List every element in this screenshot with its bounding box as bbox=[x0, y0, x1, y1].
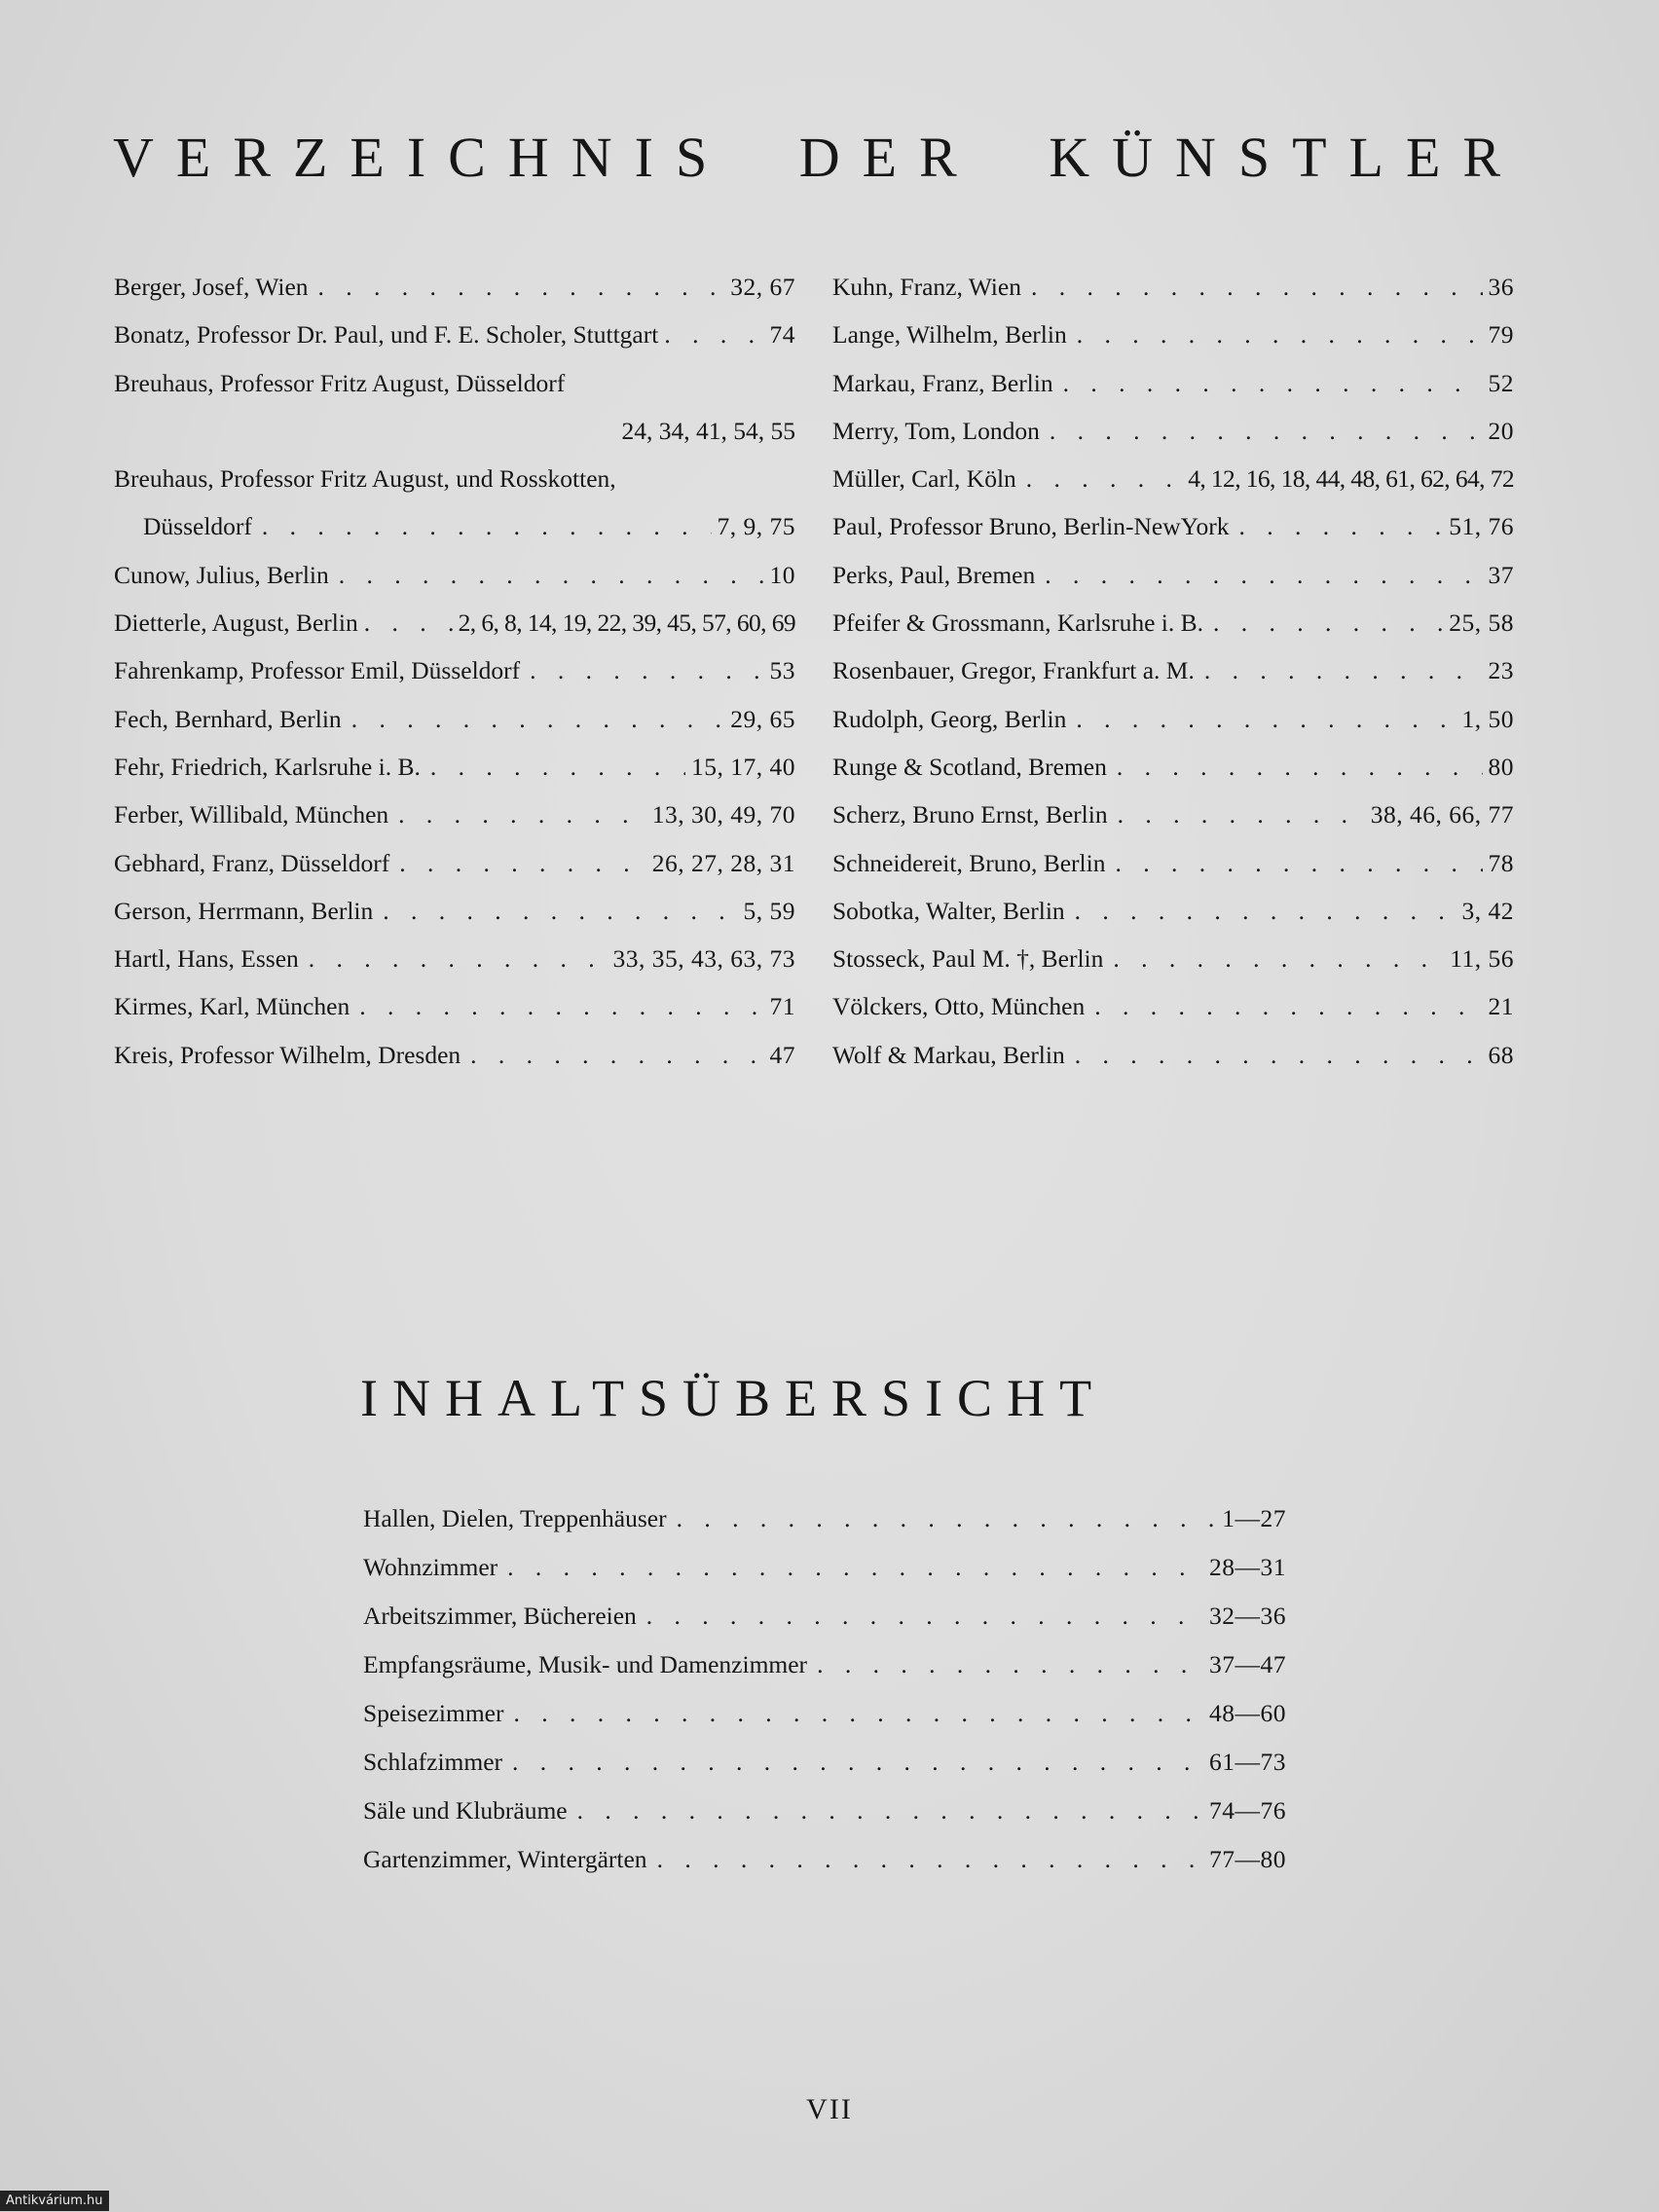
artist-pages: 38, 46, 66, 77 bbox=[1370, 800, 1514, 830]
contents-label: Hallen, Dielen, Treppenhäuser bbox=[363, 1504, 667, 1532]
artist-entry bbox=[832, 935, 1514, 982]
dot-leader bbox=[364, 599, 453, 646]
artist-name: Lange, Wilhelm, Berlin bbox=[832, 320, 1067, 350]
artists-index-title: VERZEICHNIS DER KÜNSTLER bbox=[113, 126, 1524, 189]
artist-pages: 51, 76 bbox=[1449, 512, 1514, 541]
artist-name: Cunow, Julius, Berlin bbox=[114, 560, 329, 589]
contents-label: Wohnzimmer bbox=[363, 1553, 498, 1581]
dot-leader bbox=[1031, 263, 1483, 311]
artist-pages: 68 bbox=[1488, 1040, 1514, 1069]
contents-list bbox=[363, 1494, 1286, 1884]
dot-leader bbox=[1204, 646, 1483, 694]
artist-pages: 5, 59 bbox=[743, 896, 795, 925]
artist-name: Perks, Paul, Bremen bbox=[832, 560, 1036, 589]
artist-pages: 15, 17, 40 bbox=[691, 752, 795, 781]
artist-pages: 33, 35, 43, 63, 73 bbox=[612, 944, 795, 974]
dot-leader bbox=[359, 982, 763, 1030]
dot-leader bbox=[1026, 455, 1182, 502]
artist-name: Gebhard, Franz, Düsseldorf bbox=[114, 848, 390, 877]
artist-entry bbox=[832, 455, 1514, 502]
artist-entry bbox=[114, 599, 795, 646]
artist-pages: 74 bbox=[769, 320, 795, 350]
contents-label: Gartenzimmer, Wintergärten bbox=[363, 1845, 647, 1873]
contents-entry bbox=[363, 1494, 1286, 1543]
artist-pages: 20 bbox=[1488, 416, 1514, 445]
artist-name: Völckers, Otto, München bbox=[832, 992, 1086, 1021]
artist-pages: 78 bbox=[1488, 848, 1514, 877]
contents-label: Speisezimmer bbox=[363, 1699, 504, 1727]
contents-entry bbox=[363, 1641, 1286, 1689]
dot-leader bbox=[1115, 839, 1482, 887]
artist-pages: 80 bbox=[1488, 752, 1514, 781]
contents-range: 74—76 bbox=[1209, 1796, 1286, 1825]
artist-name: Fehr, Friedrich, Karlsruhe i. B. bbox=[114, 752, 421, 781]
artist-name: Fahrenkamp, Professor Emil, Düsseldorf bbox=[114, 656, 521, 685]
contents-range: 48—60 bbox=[1209, 1699, 1286, 1727]
artist-name: Ferber, Willibald, München bbox=[114, 800, 389, 830]
artist-entry bbox=[114, 646, 795, 694]
contents-label: Schlafzimmer bbox=[363, 1748, 503, 1776]
dot-leader bbox=[677, 1494, 1217, 1543]
artist-pages: 4, 12, 16, 18, 44, 48, 61, 62, 64, 72 bbox=[1188, 464, 1514, 494]
artist-pages: 79 bbox=[1488, 320, 1514, 350]
artist-entry bbox=[832, 695, 1514, 743]
artist-pages: 29, 65 bbox=[730, 704, 795, 733]
artist-name: Paul, Professor Bruno, Berlin-NewYork bbox=[832, 512, 1230, 541]
artist-entry bbox=[832, 502, 1514, 550]
artist-entry bbox=[832, 407, 1514, 455]
dot-leader bbox=[1076, 695, 1456, 743]
dot-leader bbox=[817, 1641, 1203, 1689]
artist-pages: 10 bbox=[769, 560, 795, 589]
dot-leader bbox=[1118, 791, 1365, 838]
dot-leader bbox=[309, 935, 608, 982]
artist-name: Sobotka, Walter, Berlin bbox=[832, 896, 1065, 925]
contents-entry bbox=[363, 1787, 1286, 1835]
dot-leader bbox=[1063, 359, 1483, 407]
dot-leader bbox=[507, 1543, 1203, 1592]
artist-name: Kuhn, Franz, Wien bbox=[832, 273, 1021, 301]
dot-leader bbox=[577, 1787, 1203, 1835]
artist-pages: 71 bbox=[769, 992, 795, 1021]
dot-leader bbox=[318, 263, 725, 311]
artist-entry bbox=[114, 982, 795, 1030]
artist-entry bbox=[832, 599, 1514, 646]
artist-entry bbox=[832, 311, 1514, 358]
artist-entry bbox=[832, 359, 1514, 407]
contents-label: Empfangsräume, Musik- und Damenzimmer bbox=[363, 1650, 808, 1678]
artist-entry bbox=[832, 646, 1514, 694]
artist-pages: 11, 56 bbox=[1450, 944, 1514, 974]
artist-pages: 47 bbox=[769, 1040, 795, 1069]
artist-entry bbox=[114, 935, 795, 982]
dot-leader bbox=[1113, 935, 1444, 982]
artist-pages: 23 bbox=[1488, 656, 1514, 685]
artist-name: Breuhaus, Professor Fritz August, und Rosskotten, bbox=[114, 464, 616, 494]
artist-pages: 1, 50 bbox=[1461, 704, 1514, 733]
artist-name: Kreis, Professor Wilhelm, Dresden bbox=[114, 1040, 461, 1069]
artist-entry bbox=[114, 359, 795, 456]
artist-pages: 32, 67 bbox=[730, 273, 795, 301]
artist-pages: 3, 42 bbox=[1461, 896, 1514, 925]
artist-name: Gerson, Herrmann, Berlin bbox=[114, 896, 374, 925]
artist-entry bbox=[114, 887, 795, 935]
artist-entry bbox=[114, 839, 795, 887]
contents-range: 1—27 bbox=[1222, 1504, 1286, 1532]
contents-range: 61—73 bbox=[1209, 1748, 1286, 1776]
artist-name: Stosseck, Paul M. †, Berlin bbox=[832, 944, 1104, 974]
contents-entry bbox=[363, 1835, 1286, 1884]
dot-leader bbox=[1077, 311, 1483, 358]
dot-leader bbox=[664, 311, 763, 358]
artist-name: Fech, Bernhard, Berlin bbox=[114, 704, 342, 733]
artist-entry bbox=[114, 551, 795, 599]
artist-pages: 2, 6, 8, 14, 19, 22, 39, 45, 57, 60, 69 bbox=[458, 608, 795, 638]
artist-name: Berger, Josef, Wien bbox=[114, 273, 309, 301]
artists-list-left bbox=[114, 263, 795, 1079]
dot-leader bbox=[398, 791, 646, 838]
artist-entry bbox=[114, 743, 795, 791]
artist-pages: 24, 34, 41, 54, 55 bbox=[621, 416, 795, 445]
dot-leader bbox=[646, 1592, 1203, 1641]
dot-leader bbox=[339, 551, 764, 599]
dot-leader bbox=[383, 887, 737, 935]
dot-leader bbox=[1075, 887, 1456, 935]
dot-leader bbox=[399, 839, 645, 887]
artist-entry bbox=[832, 551, 1514, 599]
dot-leader bbox=[1050, 407, 1483, 455]
artist-entry bbox=[114, 263, 795, 311]
artist-name-continued: Düsseldorf bbox=[143, 512, 252, 541]
artist-name: Kirmes, Karl, München bbox=[114, 992, 350, 1021]
dot-leader bbox=[1075, 1031, 1483, 1079]
artist-name: Wolf & Markau, Berlin bbox=[832, 1040, 1065, 1069]
dot-leader bbox=[513, 1689, 1203, 1738]
watermark: Antikvárium.hu bbox=[0, 2191, 109, 2211]
artist-entry bbox=[114, 311, 795, 358]
contents-range: 28—31 bbox=[1209, 1553, 1286, 1581]
artist-name: Runge & Scotland, Bremen bbox=[832, 752, 1107, 781]
artist-name: Dietterle, August, Berlin bbox=[114, 608, 358, 638]
contents-entry bbox=[363, 1689, 1286, 1738]
artist-name: Rosenbauer, Gregor, Frankfurt a. M. bbox=[832, 656, 1195, 685]
artist-entry bbox=[832, 1031, 1514, 1079]
artist-entry bbox=[832, 839, 1514, 887]
contents-label: Säle und Klubräume bbox=[363, 1796, 568, 1825]
artist-name: Hartl, Hans, Essen bbox=[114, 944, 299, 974]
dot-leader bbox=[351, 695, 725, 743]
contents-entry bbox=[363, 1543, 1286, 1592]
contents-label: Arbeitszimmer, Büchereien bbox=[363, 1602, 637, 1630]
artist-name: Bonatz, Professor Dr. Paul, und F. E. Scholer, Stuttgart bbox=[114, 320, 659, 350]
artist-name: Müller, Carl, Köln bbox=[832, 464, 1016, 494]
contents-entry bbox=[363, 1592, 1286, 1641]
artist-pages: 21 bbox=[1488, 992, 1514, 1021]
artist-pages: 13, 30, 49, 70 bbox=[651, 800, 795, 830]
contents-range: 37—47 bbox=[1209, 1650, 1286, 1678]
artist-entry bbox=[114, 455, 795, 551]
artist-pages: 37 bbox=[1488, 560, 1514, 589]
artist-name: Pfeifer & Grossmann, Karlsruhe i. B. bbox=[832, 608, 1204, 638]
dot-leader bbox=[1117, 743, 1483, 791]
artist-entry bbox=[114, 1031, 795, 1079]
artist-pages: 26, 27, 28, 31 bbox=[651, 848, 795, 877]
contents-range: 32—36 bbox=[1209, 1602, 1286, 1630]
dot-leader bbox=[512, 1738, 1203, 1787]
dot-leader bbox=[1094, 982, 1482, 1030]
artist-pages: 52 bbox=[1488, 368, 1514, 397]
artist-entry bbox=[114, 695, 795, 743]
dot-leader bbox=[530, 646, 763, 694]
dot-leader bbox=[470, 1031, 763, 1079]
artist-entry bbox=[832, 743, 1514, 791]
dot-leader bbox=[657, 1835, 1203, 1884]
contents-entry bbox=[363, 1738, 1286, 1787]
artist-name: Merry, Tom, London bbox=[832, 416, 1040, 445]
artist-name: Schneidereit, Bruno, Berlin bbox=[832, 848, 1106, 877]
artist-entry bbox=[832, 982, 1514, 1030]
dot-leader bbox=[262, 502, 712, 550]
artist-pages: 7, 9, 75 bbox=[717, 512, 795, 541]
contents-title: INHALTSÜBERSICHT bbox=[360, 1369, 1107, 1427]
artist-entry bbox=[832, 263, 1514, 311]
dot-leader bbox=[1045, 551, 1482, 599]
artist-pages: 25, 58 bbox=[1449, 608, 1514, 638]
dot-leader bbox=[1213, 599, 1443, 646]
artist-entry bbox=[832, 791, 1514, 838]
artist-name: Markau, Franz, Berlin bbox=[832, 368, 1053, 397]
artist-entry bbox=[114, 791, 795, 838]
artist-name: Breuhaus, Professor Fritz August, Düsseldorf bbox=[114, 368, 566, 397]
page-number: VII bbox=[806, 2093, 853, 2125]
dot-leader bbox=[430, 743, 685, 791]
artist-entry bbox=[832, 887, 1514, 935]
artist-pages: 36 bbox=[1488, 273, 1514, 301]
artist-name: Rudolph, Georg, Berlin bbox=[832, 704, 1067, 733]
artist-name: Scherz, Bruno Ernst, Berlin bbox=[832, 800, 1108, 830]
artists-list-right bbox=[832, 263, 1514, 1079]
artist-pages: 53 bbox=[769, 656, 795, 685]
contents-range: 77—80 bbox=[1209, 1845, 1286, 1873]
dot-leader bbox=[1239, 502, 1444, 550]
